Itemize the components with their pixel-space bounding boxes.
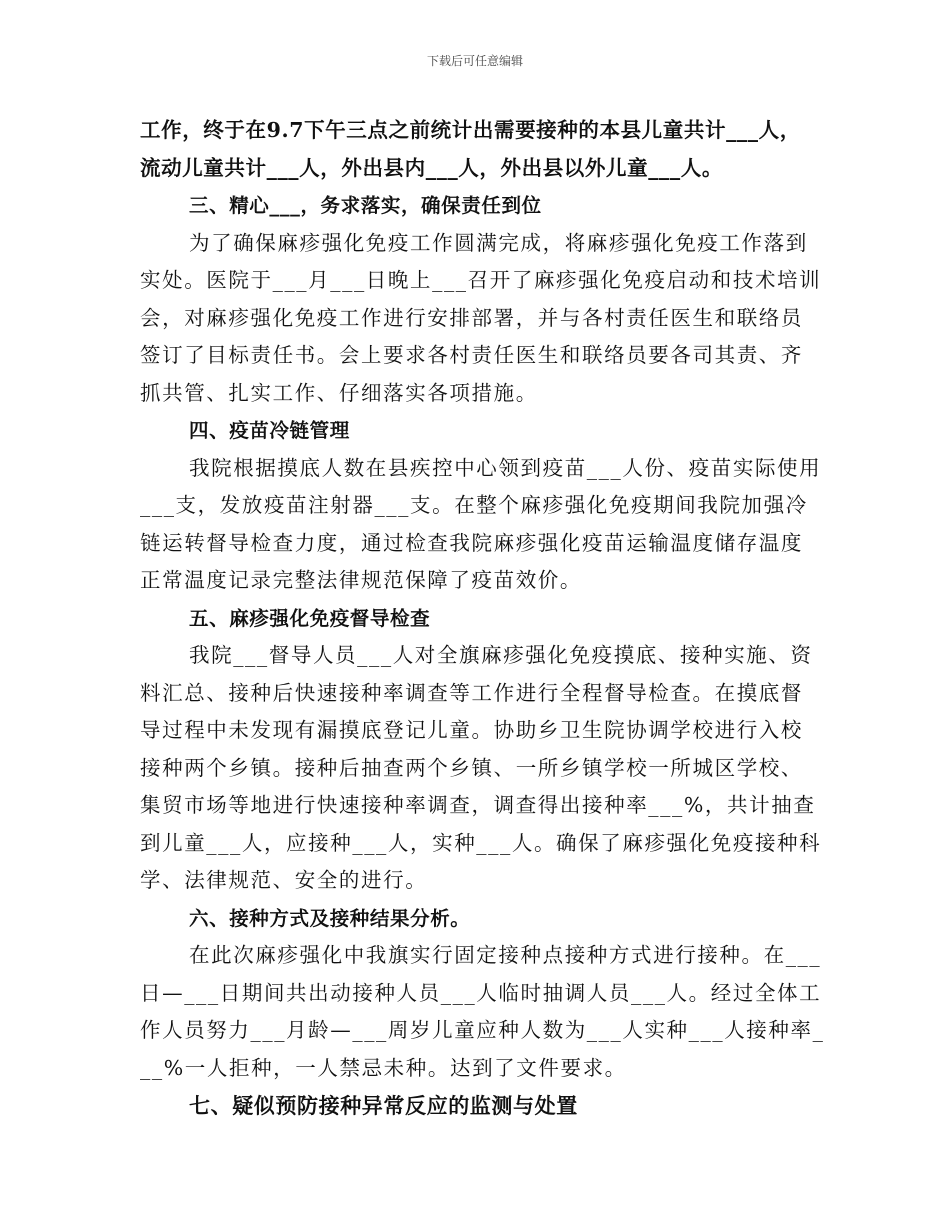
text-line: 在此次麻疹强化中我旗实行固定接种点接种方式进行接种。在___ — [189, 943, 822, 967]
section-heading-5: 五、麻疹强化免疫督导检查 — [189, 606, 431, 630]
text-line: 会，对麻疹强化免疫工作进行安排部署，并与各村责任医生和联络员 — [140, 305, 803, 330]
text-line: 为了确保麻疹强化免疫工作圆满完成，将麻疹强化免疫工作落到 — [189, 230, 808, 255]
section-heading-6: 六、接种方式及接种结果分析。 — [189, 906, 471, 930]
document-body — [140, 112, 825, 1125]
text-line: 实处。医院于___月___日晚上___召开了麻疹强化免疫启动和技术培训 — [140, 268, 822, 292]
section-heading-7: 七、疑似预防接种异常反应的监测与处置 — [189, 1093, 578, 1118]
text-line: 工作，终于在9.7下午三点之前统计出需要接种的本县儿童共计___人， — [140, 118, 801, 142]
text-line: 作人员努力___月龄—___周岁儿童应种人数为___人实种___人接种率_ — [140, 1018, 825, 1042]
text-line: 链运转督导检查力度，通过检查我院麻疹强化疫苗运输温度储存温度 — [140, 530, 803, 555]
text-line: 集贸市场等地进行快速接种率调查，调查得出接种率___%，共计抽查 — [140, 793, 816, 817]
page-header: 下载后可任意编辑 — [426, 54, 523, 68]
text-line: 我院根据摸底人数在县疾控中心领到疫苗___人份、疫苗实际使用 — [189, 455, 822, 480]
text-line: __%一人拒种，一人禁忌未种。达到了文件要求。 — [140, 1055, 627, 1080]
text-line: 签订了目标责任书。会上要求各村责任医生和联络员要各司其责、齐 — [140, 343, 803, 367]
text-line: 流动儿童共计___人，外出县内___人，外出县以外儿童___人。 — [140, 155, 723, 180]
section-heading-3: 三、精心___，务求落实，确保责任到位 — [189, 194, 542, 217]
text-line: ___支，发放疫苗注射器___支。在整个麻疹强化免疫期间我院加强冷 — [140, 493, 808, 517]
text-line: 我院___督导人员___人对全旗麻疹强化免疫摸底、接种实施、资 — [189, 643, 813, 667]
text-line: 学、法律规范、安全的进行。 — [140, 868, 428, 892]
section-heading-4: 四、疫苗冷链管理 — [189, 419, 350, 442]
text-line: 日—___日期间共出动接种人员___人临时抽调人员___人。经过全体工 — [140, 980, 822, 1005]
text-line: 接种两个乡镇。接种后抽查两个乡镇、一所乡镇学校一所城区学校、 — [140, 755, 803, 780]
text-line: 料汇总、接种后快速接种率调查等工作进行全程督导检查。在摸底督 — [140, 680, 803, 705]
text-line: 抓共管、扎实工作、仔细落实各项措施。 — [140, 380, 538, 405]
text-line: 到儿童___人，应接种___人，实种___人。确保了麻疹强化免疫接种科 — [140, 830, 822, 855]
text-line: 导过程中未发现有漏摸底登记儿童。协助乡卫生院协调学校进行入校 — [140, 718, 803, 742]
text-line: 正常温度记录完整法律规范保障了疫苗效价。 — [140, 568, 582, 592]
